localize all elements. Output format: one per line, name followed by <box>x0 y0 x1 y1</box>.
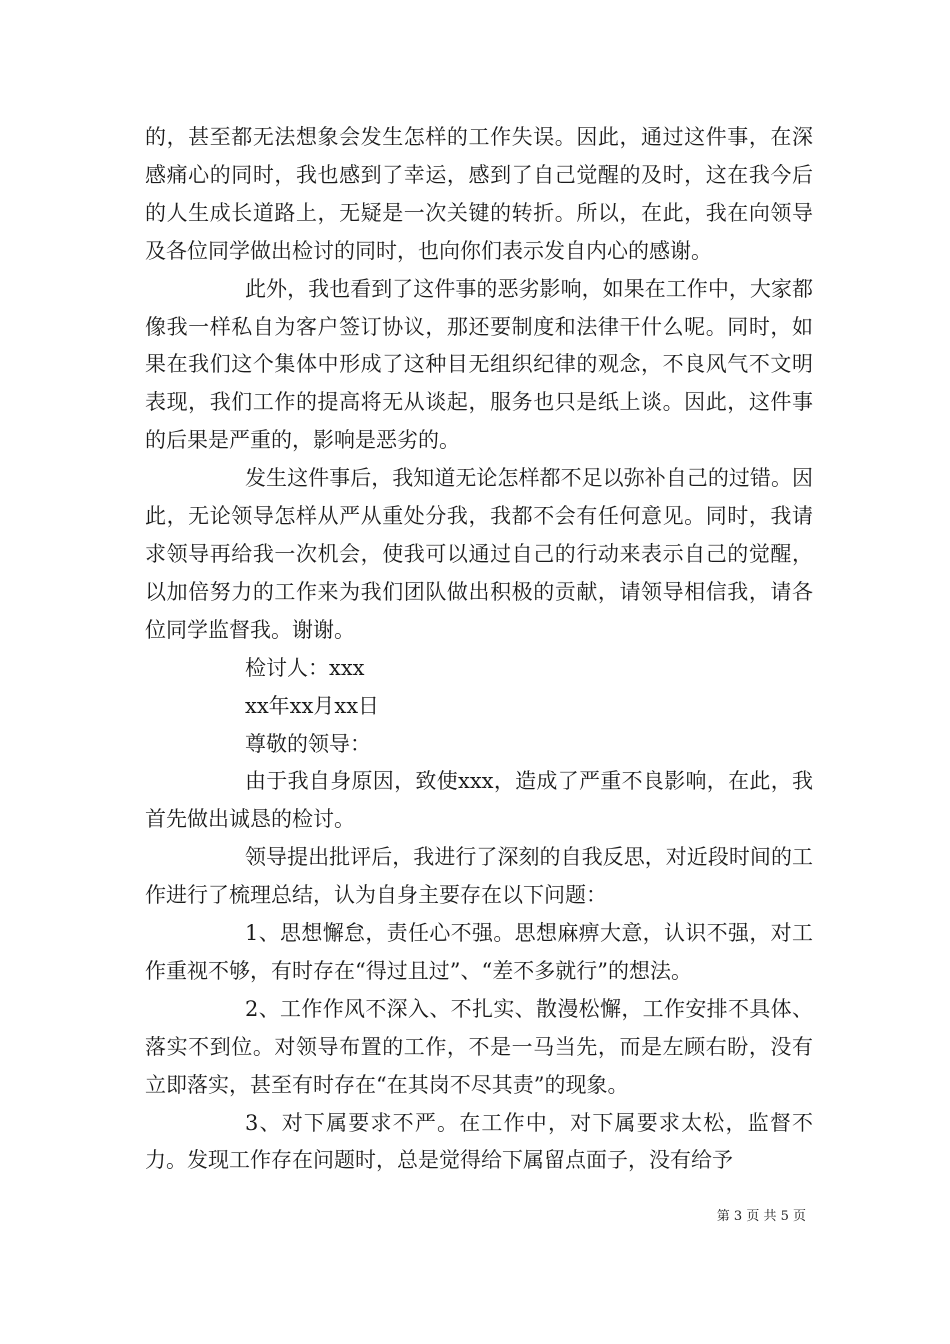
paragraph-continuation: 的，甚至都无法想象会发生怎样的工作失误。因此，通过这件事，在深感痛心的同时，我也感到了幸运，感到了自己觉醒的及时，这在我今后的人生成长道路上，无疑是一次关键的转折。所以，在此，我在向领导及各位同学做出检讨的同时，也向你们表示发自内心的感谢。 <box>145 125 813 263</box>
salutation: 尊敬的领导： <box>245 731 371 756</box>
date-line: xx年xx月xx日 <box>245 693 380 718</box>
list-item-1: 1、思想懈怠，责任心不强。思想麻痹大意，认识不强，对工作重视不够，有时存在“得过且过”、“差不多就行”的想法。 <box>145 921 813 983</box>
list-item-3: 3、对下属要求不严。在工作中，对下属要求太松，监督不力。发现工作存在问题时，总是觉得给下属留点面子，没有给予 <box>145 1110 813 1173</box>
signature-line: 检讨人：xxx <box>245 655 365 680</box>
paragraph-reflection: 领导提出批评后，我进行了深刻的自我反思，对近段时间的工作进行了梳理总结，认为自身主要存在以下问题： <box>145 845 813 908</box>
page-number: 第 3 页 共 5 页 <box>716 1209 806 1224</box>
paragraph-request: 发生这件事后，我知道无论怎样都不足以弥补自己的过错。因此，无论领导怎样从严从重处分我，我都不会有任何意见。同时，我请求领导再给我一次机会，使我可以通过自己的行动来表示自己的觉醒，以加倍努力的工作来为我们团队做出积极的贡献，请领导相信我，请各位同学监督我。谢谢。 <box>145 466 813 642</box>
document-body <box>145 119 813 1180</box>
list-item-2: 2、工作作风不深入、不扎实、散漫松懈，工作安排不具体、落实不到位。对领导布置的工作，不是一马当先，而是左顾右盼，没有立即落实，甚至有时存在“在其岗不尽其责”的现象。 <box>145 996 813 1097</box>
paragraph-impact: 此外，我也看到了这件事的恶劣影响，如果在工作中，大家都像我一样私自为客户签订协议，那还要制度和法律干什么呢。同时，如果在我们这个集体中形成了这种目无组织纪律的观念，不良风气不文明表现，我们工作的提高将无从谈起，服务也只是纸上谈。因此，这件事的后果是严重的，影响是恶劣的。 <box>145 276 813 453</box>
paragraph-intro: 由于我自身原因，致使xxx，造成了严重不良影响，在此，我首先做出诚恳的检讨。 <box>145 769 813 832</box>
